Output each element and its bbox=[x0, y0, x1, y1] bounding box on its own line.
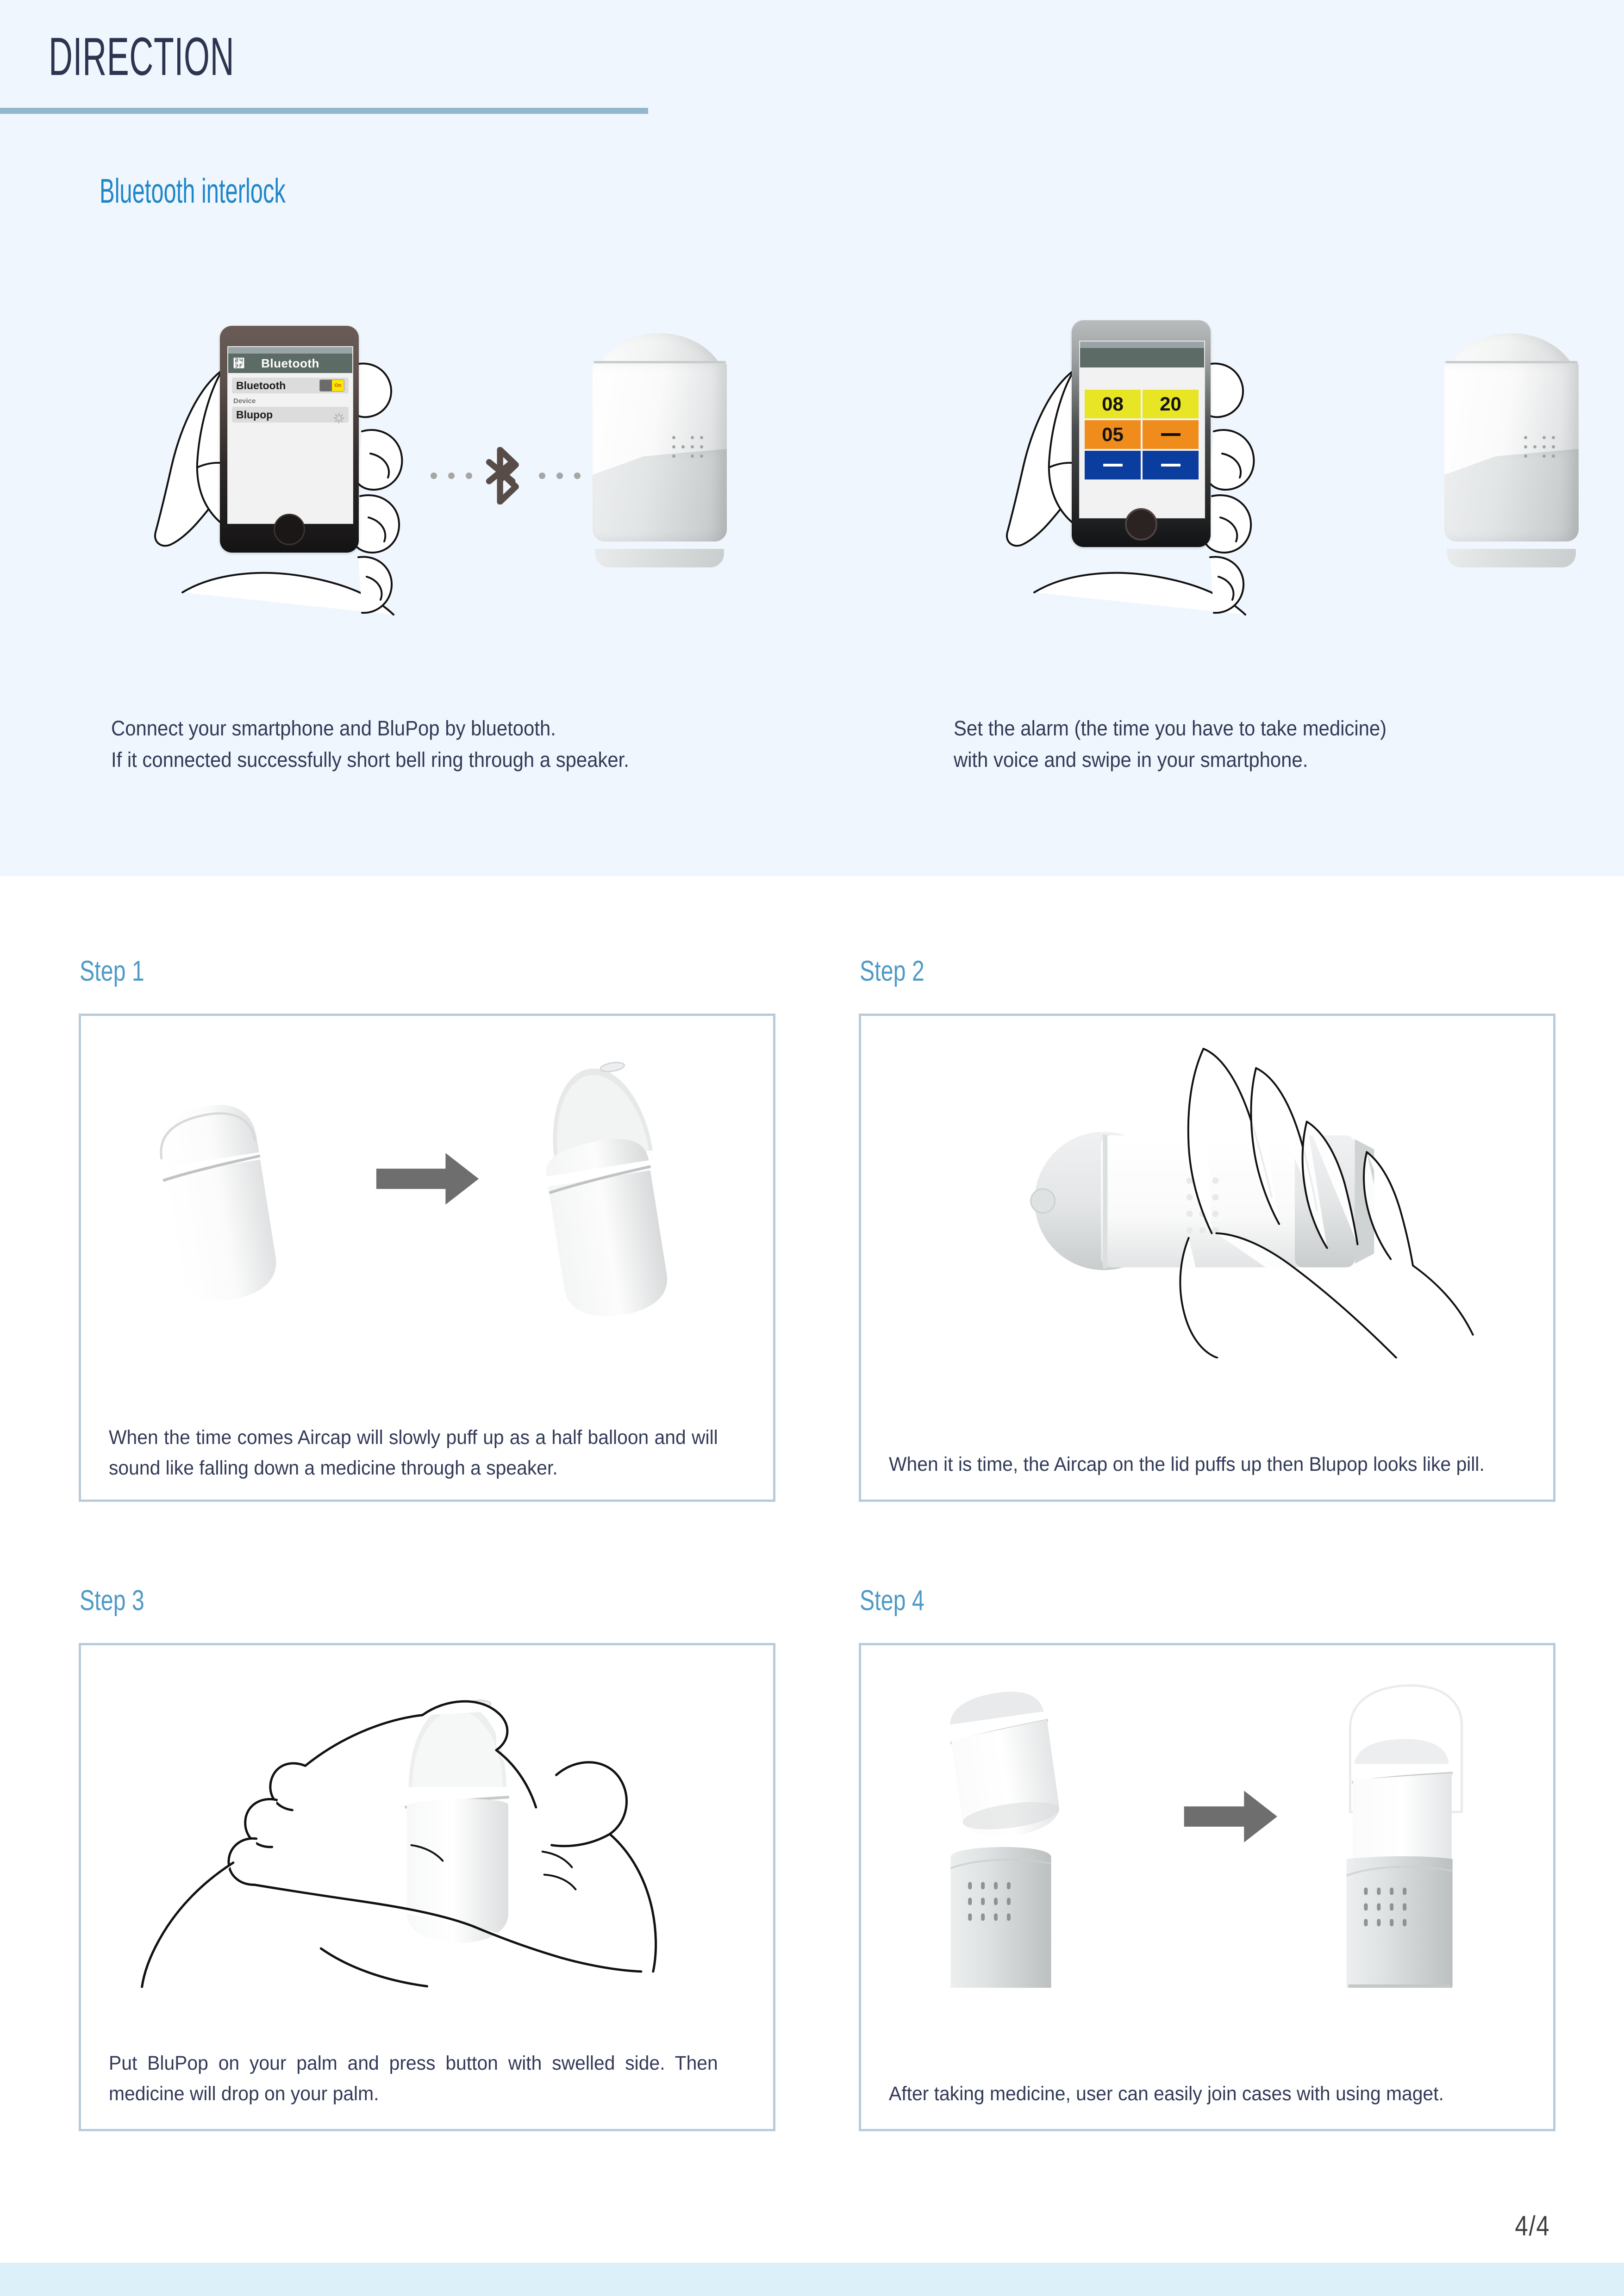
device-bottom bbox=[595, 549, 724, 567]
step-3-illustration bbox=[81, 1645, 773, 1988]
signal-dots-right bbox=[539, 473, 581, 479]
page-number: 4/4 bbox=[1514, 2210, 1550, 2241]
status-bar bbox=[1080, 342, 1204, 348]
blupop-device bbox=[1444, 333, 1579, 565]
step-label: Step 3 bbox=[80, 1585, 144, 1617]
step-block-2 bbox=[859, 955, 1555, 1502]
toggle-knob bbox=[320, 380, 332, 391]
navbar-title: Bluetooth bbox=[261, 356, 319, 370]
caption-line-1: Set the alarm (the time you have to take medicine) bbox=[954, 716, 1387, 740]
caption-line-2: with voice and swipe in your smartphone. bbox=[954, 747, 1308, 772]
device-group-label: Device bbox=[233, 397, 256, 405]
alarm-app bbox=[1080, 342, 1204, 517]
bluetooth-row-label: Bluetooth bbox=[236, 379, 286, 392]
home-button[interactable] bbox=[1125, 508, 1157, 541]
phone-screen-alarm bbox=[1079, 341, 1205, 518]
screen-navbar bbox=[1080, 348, 1204, 367]
page-title: DIRECTION bbox=[49, 26, 235, 87]
step-block-1 bbox=[79, 955, 775, 1502]
step-label: Step 2 bbox=[860, 955, 924, 987]
step-box-1 bbox=[79, 1014, 775, 1502]
device-bottom bbox=[1447, 549, 1576, 567]
alarm-tile[interactable] bbox=[1143, 420, 1199, 449]
step-1-illustration bbox=[81, 1016, 773, 1358]
blupop-device bbox=[593, 333, 727, 565]
step-box-2 bbox=[859, 1014, 1555, 1502]
phone-screen-bluetooth bbox=[227, 346, 353, 524]
device-row-label: Blupop bbox=[236, 408, 273, 421]
footer-bar bbox=[0, 2263, 1624, 2296]
braille-dots-icon bbox=[672, 436, 706, 461]
screen-navbar bbox=[228, 354, 352, 373]
home-button[interactable] bbox=[274, 514, 305, 545]
step-block-4 bbox=[859, 1584, 1555, 2131]
bluetooth-icon bbox=[484, 447, 527, 504]
alarm-tile[interactable] bbox=[1085, 451, 1141, 479]
bluetooth-connection-indicator bbox=[431, 447, 581, 504]
status-bar bbox=[228, 347, 352, 354]
alarm-tile[interactable] bbox=[1143, 451, 1199, 479]
step-label: Step 4 bbox=[860, 1585, 924, 1617]
step-4-illustration bbox=[861, 1645, 1553, 1988]
braille-dots-icon bbox=[1524, 436, 1558, 461]
device-seam bbox=[1445, 361, 1578, 363]
caption-line-2: If it connected successfully short bell ring through a speaker. bbox=[111, 747, 629, 772]
bluetooth-interlock-panel bbox=[0, 0, 1624, 876]
step-text: Put BluPop on your palm and press button with swelled side. Then medicine will drop on your palm. bbox=[109, 2052, 718, 2105]
loading-spinner-icon bbox=[333, 409, 344, 420]
dash-glyph bbox=[1103, 464, 1123, 467]
smartphone-bluetooth[interactable] bbox=[220, 326, 359, 553]
step-text: After taking medicine, user can easily join cases with using maget. bbox=[889, 2083, 1444, 2105]
step-block-3 bbox=[79, 1584, 775, 2131]
alarm-tile[interactable]: 20 bbox=[1143, 390, 1199, 418]
steps-section bbox=[0, 876, 1624, 2218]
title-divider bbox=[0, 108, 648, 114]
smartphone-alarm[interactable] bbox=[1072, 320, 1211, 547]
illustration-row bbox=[0, 315, 1624, 694]
step-text: When it is time, the Aircap on the lid puffs up then Blupop looks like pill. bbox=[889, 1453, 1485, 1476]
arrow-right-icon bbox=[376, 1153, 479, 1205]
caption-alarm-set bbox=[954, 713, 1599, 775]
device-row-blupop[interactable] bbox=[232, 407, 349, 423]
step-label: Step 1 bbox=[80, 955, 144, 987]
toggle-state-label: On bbox=[332, 380, 344, 391]
step-text: When the time comes Aircap will slowly puff up as a half balloon and will sound like falling down a medicine through a speaker. bbox=[109, 1426, 718, 1480]
alarm-tile[interactable]: 05 bbox=[1085, 420, 1141, 449]
arrow-right-icon bbox=[1184, 1791, 1277, 1842]
dash-glyph bbox=[1161, 464, 1181, 467]
dash-glyph bbox=[1161, 433, 1181, 436]
bluetooth-icon: ␿ bbox=[233, 356, 245, 370]
alarm-tile-grid[interactable] bbox=[1085, 390, 1199, 479]
caption-bluetooth-connect bbox=[111, 713, 843, 775]
device-seam bbox=[593, 361, 726, 363]
alarm-tile[interactable]: 08 bbox=[1085, 390, 1141, 418]
caption-line-1: Connect your smartphone and BluPop by bluetooth. bbox=[111, 716, 556, 740]
step-2-illustration bbox=[861, 1016, 1553, 1358]
step-box-4 bbox=[859, 1643, 1555, 2131]
bluetooth-toggle-row[interactable] bbox=[232, 378, 349, 393]
step-box-3 bbox=[79, 1643, 775, 2131]
section-subtitle: Bluetooth interlock bbox=[100, 172, 286, 210]
bluetooth-toggle[interactable] bbox=[319, 380, 344, 392]
signal-dots-left bbox=[431, 473, 472, 479]
screen-body bbox=[228, 373, 352, 431]
